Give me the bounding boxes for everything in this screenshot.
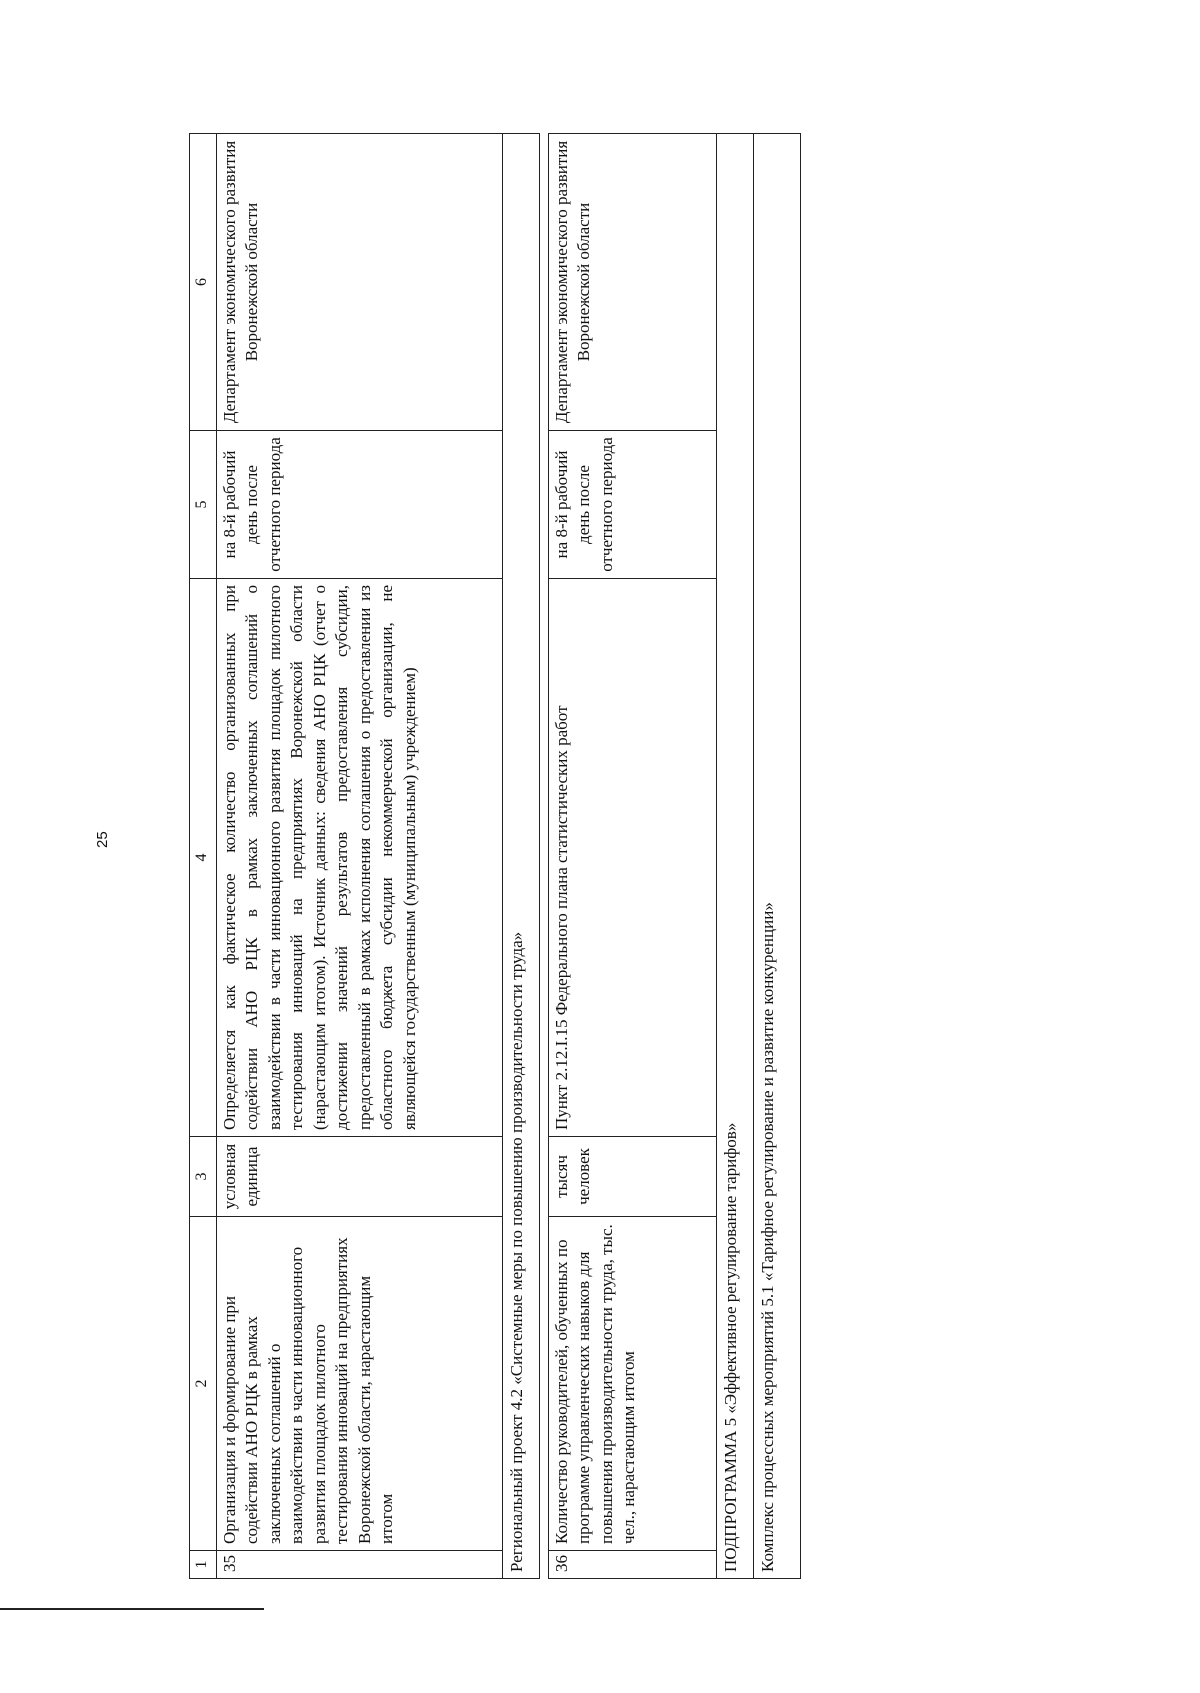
row-number: 36 xyxy=(549,1551,717,1579)
indicator-name: Организация и формирование при содействии АНО РЦК в рамках заключенных соглашений о взаимодействии в части инновационного развития площадок пилотного тестирования инноваций на предприятиях Воронежской области, нарастающим итогом xyxy=(217,1217,503,1551)
row-number: 35 xyxy=(217,1551,503,1579)
unit-of-measure: условная единица xyxy=(217,1137,503,1217)
header-col-6: 6 xyxy=(190,134,217,431)
process-complex-title: Комплекс процессных мероприятий 5.1 «Тарифное регулирование и развитие конкуренции» xyxy=(754,134,801,1579)
header-col-2: 2 xyxy=(190,1217,217,1551)
section-row-complex xyxy=(754,134,801,1579)
header-col-1: 1 xyxy=(190,1551,217,1579)
indicator-name: Количество руководителей, обученных по программе управленческих навыков для повышения производительности труда, тыс. чел., нарастающим итогом xyxy=(549,1217,717,1551)
table-row-36 xyxy=(549,134,717,1579)
header-row xyxy=(190,134,217,1579)
spacer-row xyxy=(540,134,549,1579)
indicators-table xyxy=(189,133,801,1579)
responsible-body: Департамент экономического развития Воронежской области xyxy=(549,134,717,431)
page-number: 25 xyxy=(94,831,111,848)
responsible-body: Департамент экономического развития Воронежской области xyxy=(217,134,503,431)
deadline: на 8-й рабочий день после отчетного периода xyxy=(549,431,717,579)
header-col-4: 4 xyxy=(190,579,217,1137)
header-col-5: 5 xyxy=(190,431,217,579)
header-col-3: 3 xyxy=(190,1137,217,1217)
rotated-table-container xyxy=(189,134,851,1579)
calculation-method: Пункт 2.12.I.15 Федерального плана статистических работ xyxy=(549,579,717,1137)
unit-of-measure: тысяч человек xyxy=(549,1137,717,1217)
table-row-35 xyxy=(217,134,503,1579)
calculation-method: Определяется как фактическое количество организованных при содействии АНО РЦК в рамках заключенных соглашений о взаимодействии в части инновационного развития площадок пилотного тестирования инноваций на предприятиях Воронежской области (нарастающим итогом). Источник данных: сведения АНО РЦК (отчет о достижении значений результатов предоставления субсидии, предоставленный в рамках исполнения соглашения о предоставлении из областного бюджета субсидии некоммерческой организации, не являющейся государственным (муниципальным) учреждением) xyxy=(217,579,503,1137)
section-row-regional-project xyxy=(503,134,540,1579)
regional-project-title: Региональный проект 4.2 «Системные меры по повышению производительности труда» xyxy=(503,134,540,1579)
spacer-cell xyxy=(540,134,549,1579)
bottom-left-rule xyxy=(0,1608,264,1610)
subprogram-title: ПОДПРОГРАММА 5 «Эффективное регулирование тарифов» xyxy=(717,134,754,1579)
section-row-subprogram xyxy=(717,134,754,1579)
deadline: на 8-й рабочий день после отчетного периода xyxy=(217,431,503,579)
